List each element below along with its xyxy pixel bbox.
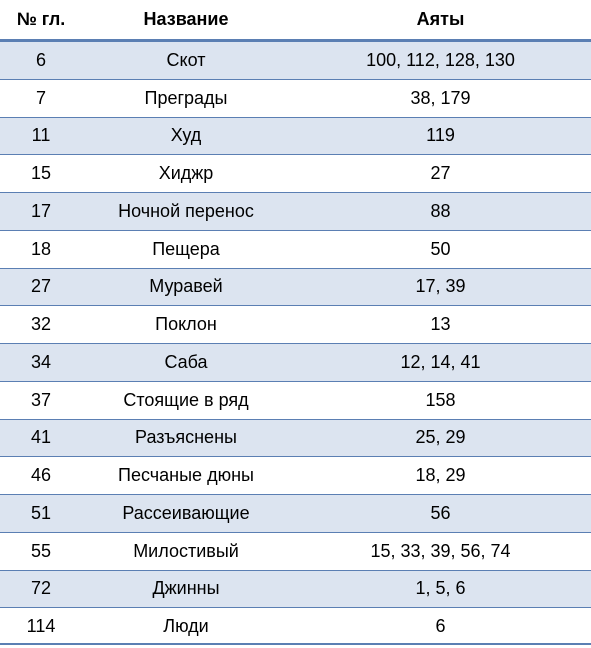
cell-sura-name: Муравей: [149, 276, 223, 297]
table-row: [0, 79, 591, 117]
cell-sura-name: Скот: [166, 49, 206, 70]
table-row: [0, 192, 591, 230]
cell-chapter-number: 55: [30, 540, 52, 561]
cell-chapter-number: 34: [30, 351, 52, 372]
cell-sura-name: Рассеивающие: [122, 502, 250, 523]
table-row: [0, 41, 591, 79]
cell-ayats: 17, 39: [415, 276, 466, 297]
table-body: [0, 41, 591, 645]
cell-ayats: 119: [426, 125, 455, 146]
cell-sura-name: Песчаные дюны: [118, 465, 254, 486]
cell-chapter-number: 114: [26, 616, 56, 637]
cell-ayats: 27: [430, 163, 451, 184]
header-ayats: Аяты: [416, 9, 465, 29]
cell-chapter-number: 18: [30, 238, 52, 259]
cell-ayats: 1, 5, 6: [415, 578, 466, 599]
cell-ayats: 100, 112, 128, 130: [366, 49, 515, 70]
header-chapter-number: № гл.: [16, 9, 66, 29]
cell-chapter-number: 7: [35, 87, 46, 108]
cell-chapter-number: 27: [30, 276, 52, 297]
cell-sura-name: Милостивый: [133, 540, 239, 561]
table-row: [0, 305, 591, 343]
table-row: [0, 381, 591, 419]
cell-ayats: 25, 29: [415, 427, 466, 448]
cell-sura-name: Саба: [164, 351, 208, 372]
cell-chapter-number: 37: [30, 389, 52, 410]
cell-sura-name: Ночной перенос: [118, 200, 254, 221]
table-row: [0, 607, 591, 645]
cell-sura-name: Люди: [163, 616, 209, 637]
cell-chapter-number: 11: [31, 125, 51, 146]
cell-ayats: 12, 14, 41: [400, 351, 481, 372]
table-row: [0, 117, 591, 155]
cell-ayats: 88: [430, 200, 451, 221]
cell-ayats: 50: [430, 238, 451, 259]
cell-sura-name: Пещера: [152, 238, 220, 259]
cell-chapter-number: 15: [30, 163, 52, 184]
cell-chapter-number: 41: [30, 427, 52, 448]
table-row: [0, 343, 591, 381]
cell-chapter-number: 17: [30, 200, 52, 221]
cell-sura-name: Поклон: [155, 314, 217, 335]
cell-sura-name: Худ: [170, 125, 202, 146]
cell-chapter-number: 46: [30, 465, 52, 486]
table-row: [0, 532, 591, 570]
cell-ayats: 18, 29: [415, 465, 466, 486]
cell-sura-name: Джинны: [152, 578, 220, 599]
cell-sura-name: Стоящие в ряд: [123, 389, 249, 410]
cell-ayats: 13: [430, 314, 451, 335]
table-row: [0, 154, 591, 192]
cell-chapter-number: 51: [30, 502, 52, 523]
cell-chapter-number: 32: [30, 314, 52, 335]
cell-ayats: 38, 179: [410, 87, 471, 108]
cell-chapter-number: 6: [35, 49, 46, 70]
cell-ayats: 6: [435, 616, 446, 637]
table-row: [0, 456, 591, 494]
cell-sura-name: Преграды: [144, 87, 228, 108]
cell-ayats: 56: [430, 502, 451, 523]
table-row: [0, 230, 591, 268]
cell-sura-name: Хиджр: [158, 163, 214, 184]
table-row: [0, 419, 591, 457]
cell-ayats: 158: [425, 389, 456, 410]
table-row: [0, 494, 591, 532]
table-header-row: [0, 0, 591, 41]
cell-chapter-number: 72: [30, 578, 52, 599]
cell-sura-name: Разъяснены: [135, 427, 237, 448]
cell-ayats: 15, 33, 39, 56, 74: [370, 540, 511, 561]
table-row: [0, 268, 591, 306]
header-name: Название: [143, 9, 229, 29]
table-row: [0, 570, 591, 608]
